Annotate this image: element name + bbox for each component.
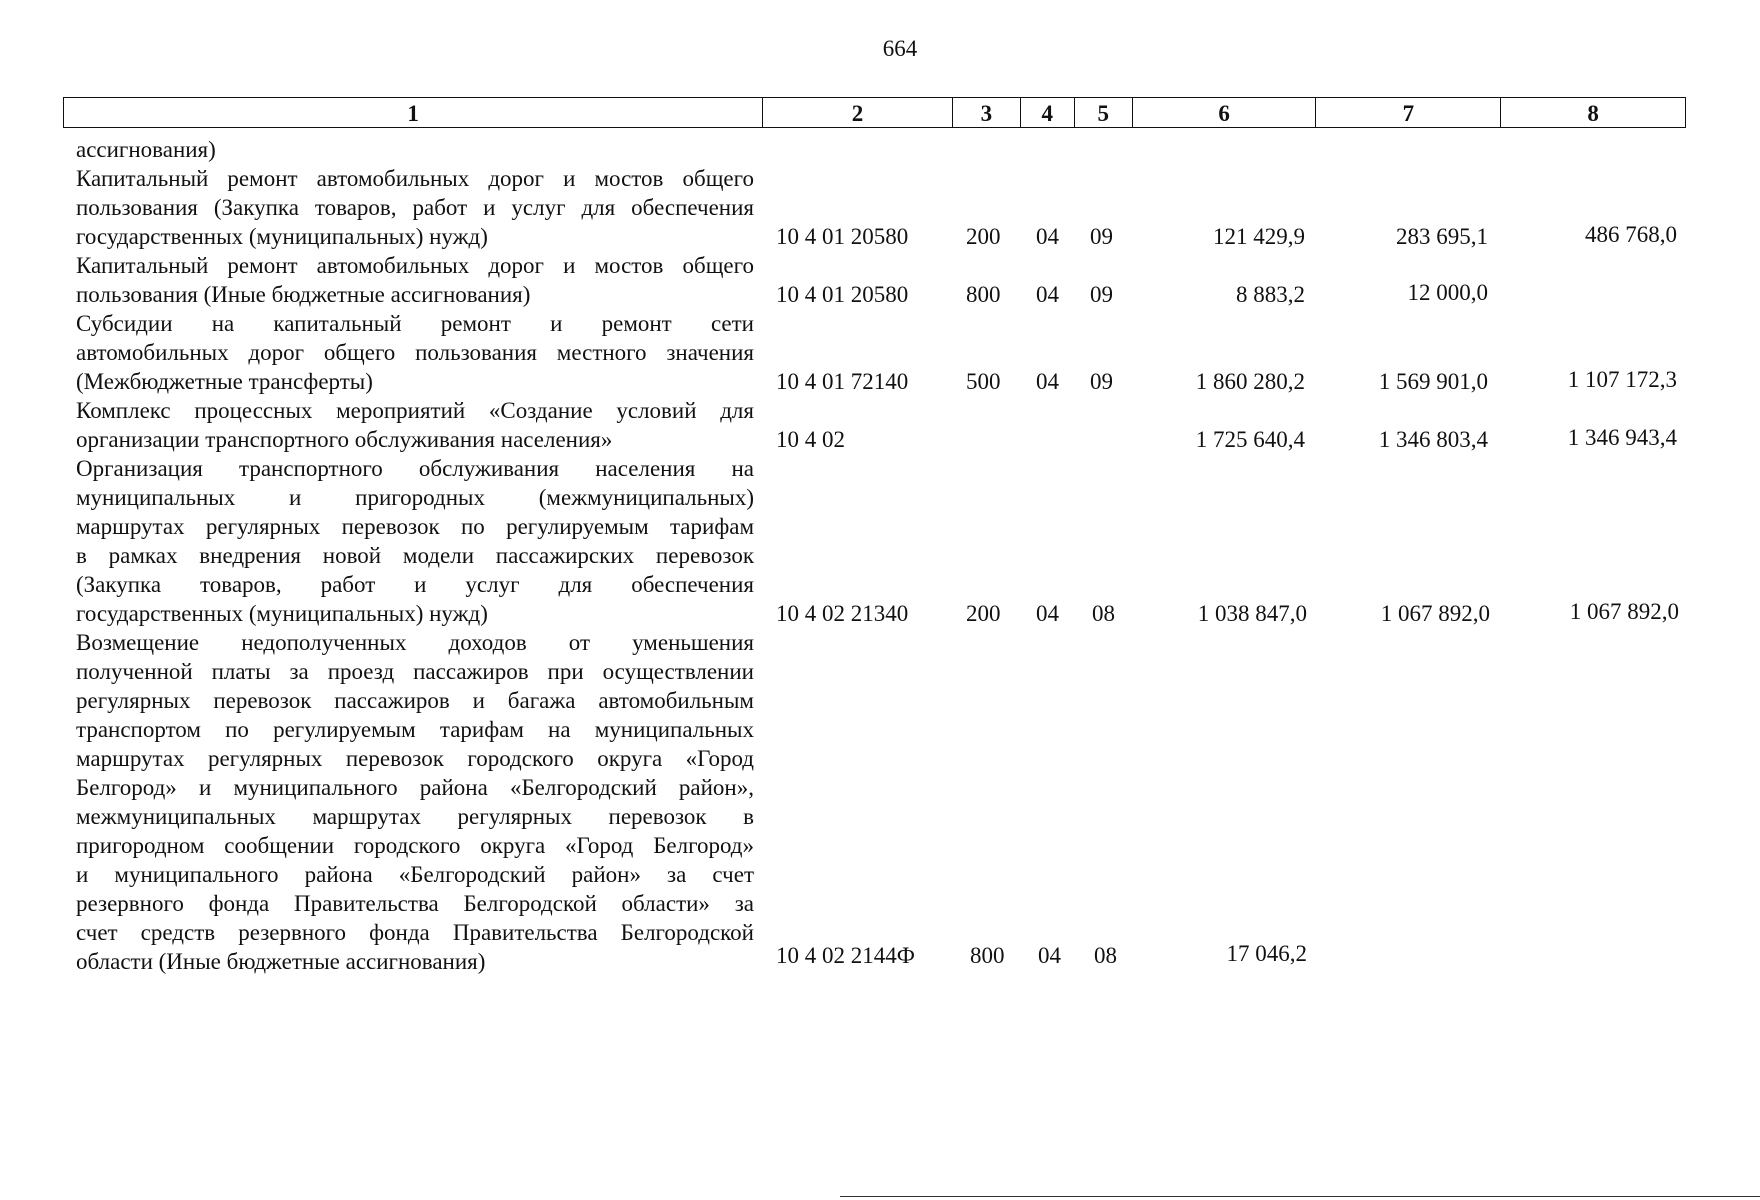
description-line: государственных (муниципальных) нужд) — [76, 601, 488, 626]
year-1-amount: 1 038 847,0 — [1197, 601, 1307, 626]
description-line: муниципальных и пригородных (межмуниципальных) — [76, 485, 754, 510]
description-line: регулярных перевозок пассажиров и багажа автомобильным — [76, 688, 754, 713]
description-line: Организация транспортного обслуживания населения на — [76, 456, 754, 481]
year-3-amount: 1 067 892,0 — [1569, 599, 1679, 624]
description-line: государственных (муниципальных) нужд) — [76, 224, 488, 249]
row-description — [76, 164, 754, 251]
target-code: 10 4 02 21340 — [776, 601, 909, 626]
expense-type: 200 — [966, 601, 1001, 626]
expense-type: 500 — [966, 369, 1001, 394]
section: 04 — [1036, 601, 1059, 626]
target-code: 10 4 01 72140 — [776, 369, 909, 394]
description-line: транспортом по регулируемым тарифам на муниципальных — [76, 717, 754, 742]
year-1-amount: 1 860 280,2 — [1195, 369, 1305, 394]
year-1-amount: 17 046,2 — [1226, 941, 1307, 966]
section: 04 — [1036, 282, 1059, 307]
description-line: пользования (Закупка товаров, работ и услуг для обеспечения — [76, 195, 754, 220]
year-2-amount: 1 569 901,0 — [1378, 369, 1488, 394]
description-line: ассигнования) — [76, 137, 216, 162]
description-line: (Закупка товаров, работ и услуг для обеспечения — [76, 572, 754, 597]
header-col-5: 5 — [1075, 98, 1133, 127]
section: 04 — [1038, 943, 1061, 968]
year-1-amount: 8 883,2 — [1236, 282, 1305, 307]
header-col-8: 8 — [1587, 101, 1599, 126]
subsection: 09 — [1090, 282, 1113, 307]
expense-type: 800 — [970, 943, 1005, 968]
description-line: пригородном сообщении городского округа «Город Белгород» — [76, 833, 754, 858]
description-line: Капитальный ремонт автомобильных дорог и мостов общего — [76, 166, 754, 191]
year-2-amount: 1 067 892,0 — [1380, 601, 1490, 626]
year-3-amount: 1 346 943,4 — [1567, 425, 1677, 450]
subsection: 09 — [1090, 224, 1113, 249]
row-description — [76, 309, 754, 396]
expense-type: 200 — [966, 224, 1001, 249]
description-line: счет средств резервного фонда Правительства Белгородской — [76, 920, 754, 945]
description-line: пользования (Иные бюджетные ассигнования) — [76, 282, 531, 307]
year-3-amount: 1 107 172,3 — [1567, 367, 1677, 392]
header-col-2: 2 — [763, 98, 953, 127]
subsection: 08 — [1094, 943, 1117, 968]
header-col-1: 1 — [64, 98, 763, 127]
year-3-amount: 486 768,0 — [1585, 222, 1677, 247]
description-line: автомобильных дорог общего пользования местного значения — [76, 340, 754, 365]
description-line: организации транспортного обслуживания населения» — [76, 427, 613, 452]
target-code: 10 4 01 20580 — [776, 224, 909, 249]
row-description — [76, 251, 754, 309]
section: 04 — [1036, 224, 1059, 249]
header-col-4: 4 — [1021, 98, 1075, 127]
year-2-amount: 1 346 803,4 — [1378, 427, 1488, 452]
description-line: Субсидии на капитальный ремонт и ремонт сети — [76, 311, 754, 336]
description-line: Капитальный ремонт автомобильных дорог и мостов общего — [76, 253, 754, 278]
page-number: 664 — [882, 36, 918, 61]
header-col-6: 6 — [1133, 98, 1317, 127]
header-col-7: 7 — [1316, 98, 1501, 127]
table-header — [63, 97, 1686, 128]
description-line: резервного фонда Правительства Белгородской области» за — [76, 891, 754, 916]
description-line: Комплекс процессных мероприятий «Создание условий для — [76, 398, 754, 423]
description-line: и муниципального района «Белгородский район» за счет — [76, 862, 754, 887]
description-line: маршрутах регулярных перевозок городского округа «Город — [76, 746, 754, 771]
description-line: маршрутах регулярных перевозок по регулируемым тарифам — [76, 514, 754, 539]
row-description — [76, 135, 754, 164]
subsection: 08 — [1092, 601, 1115, 626]
year-1-amount: 1 725 640,4 — [1195, 427, 1305, 452]
target-code: 10 4 02 — [776, 427, 845, 452]
section: 04 — [1036, 369, 1059, 394]
description-line: (Межбюджетные трансферты) — [76, 369, 373, 394]
target-code: 10 4 01 20580 — [776, 282, 909, 307]
description-line: полученной платы за проезд пассажиров при осуществлении — [76, 659, 754, 684]
row-description — [76, 628, 754, 976]
description-line: области (Иные бюджетные ассигнования) — [76, 949, 486, 974]
year-1-amount: 121 429,9 — [1213, 224, 1305, 249]
row-description — [76, 396, 754, 454]
description-line: в рамках внедрения новой модели пассажирских перевозок — [76, 543, 754, 568]
year-2-amount: 12 000,0 — [1407, 280, 1488, 305]
year-2-amount: 283 695,1 — [1396, 224, 1488, 249]
page-bottom-rule — [840, 1196, 1760, 1197]
description-line: Возмещение недополученных доходов от уменьшения — [76, 630, 754, 655]
subsection: 09 — [1090, 369, 1113, 394]
description-line: Белгород» и муниципального района «Белгородский район», — [76, 775, 754, 800]
description-line: межмуниципальных маршрутах регулярных перевозок в — [76, 804, 754, 829]
header-col-3: 3 — [953, 98, 1021, 127]
target-code: 10 4 02 2144Ф — [776, 943, 915, 968]
row-description — [76, 454, 754, 628]
expense-type: 800 — [966, 282, 1001, 307]
